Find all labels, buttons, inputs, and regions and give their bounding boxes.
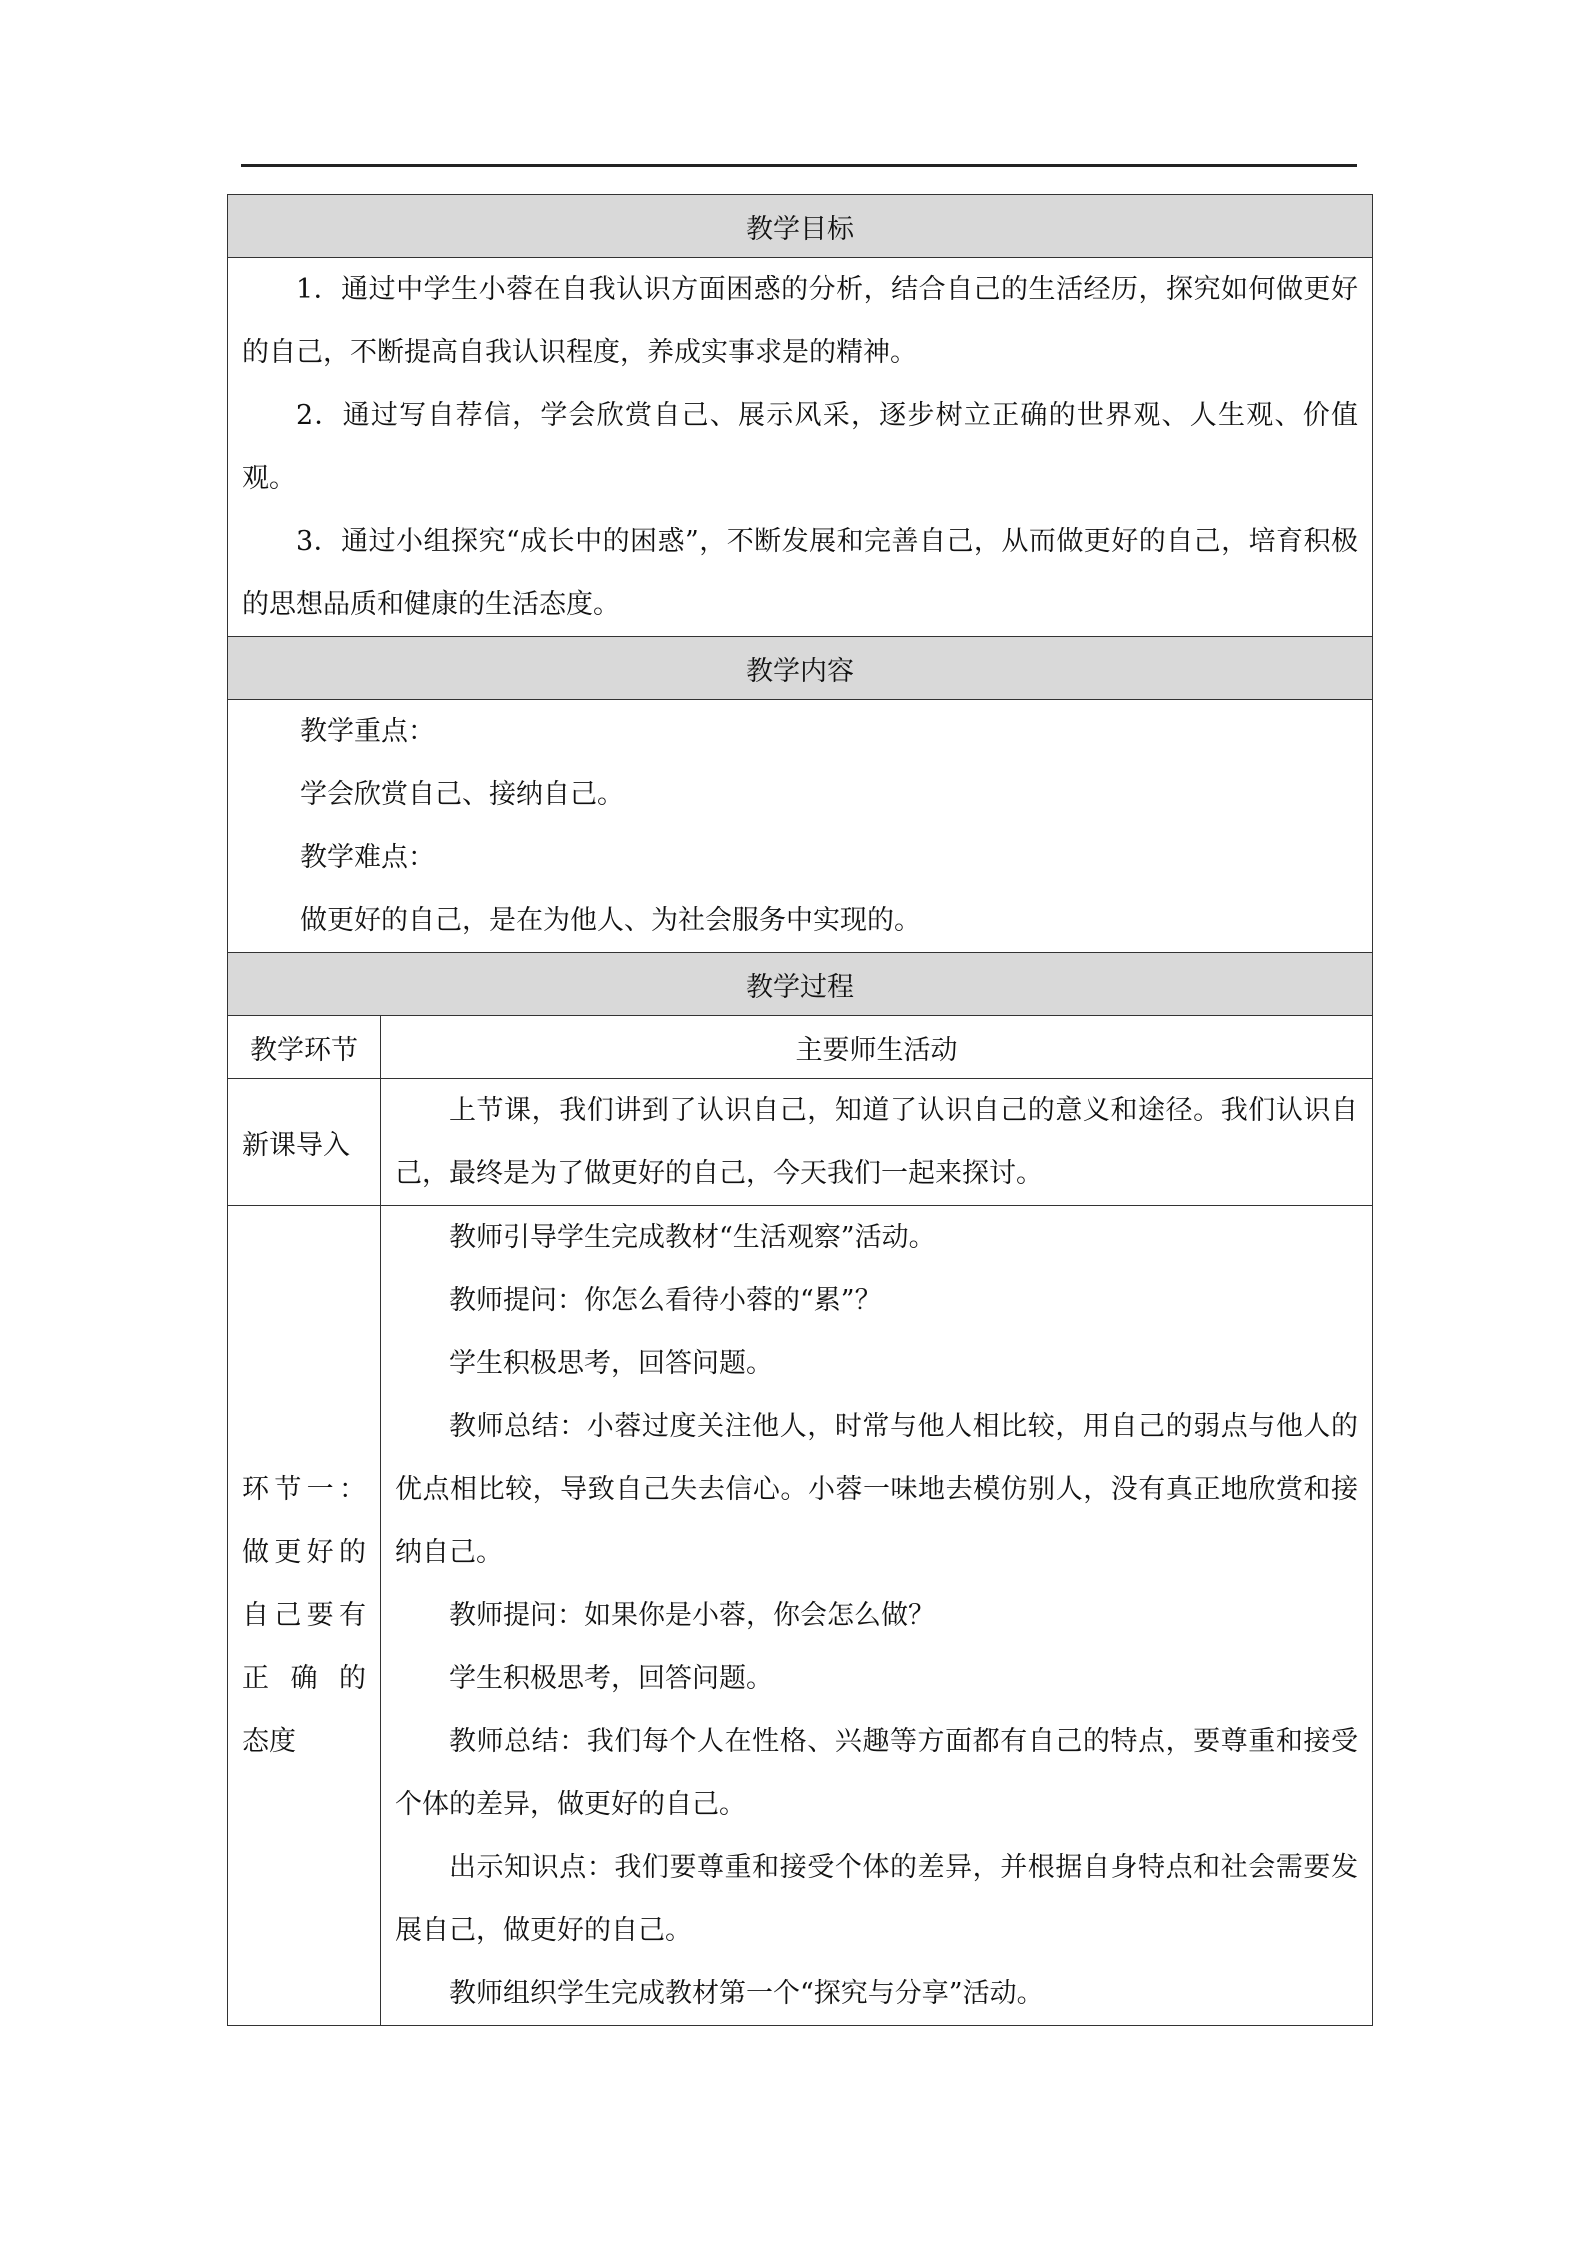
activity-paragraph: 教师提问：如果你是小蓉，你会怎么做？ [449, 1600, 935, 1631]
objectives-list [228, 258, 1373, 637]
stage-label-line: 正确的 [242, 1663, 366, 1694]
objective-item: 1．通过中学生小蓉在自我认识方面困惑的分析，结合自己的生活经历，探究如何做更好的自己，不断提高自我认识程度，养成实事求是的精神。 [242, 274, 1358, 368]
objectives-title: 教学目标 [228, 195, 1373, 258]
activity-paragraph: 出示知识点：我们要尊重和接受个体的差异，并根据自身特点和社会需要发展自己，做更好的自己。 [395, 1852, 1358, 1946]
stage-label-line: 态度 [242, 1726, 296, 1757]
key-point-label: 教学重点： [300, 716, 435, 747]
content-block [228, 700, 1373, 953]
activity-paragraph: 教师引导学生完成教材“生活观察”活动。 [449, 1222, 936, 1253]
table-row [228, 1079, 1373, 1206]
process-column-headers [228, 1016, 1373, 1079]
stage-label-line: 自己要有 [242, 1600, 366, 1631]
stage-label-line: 做更好的 [242, 1537, 366, 1568]
objective-item: 2．通过写自荐信，学会欣赏自己、展示风采，逐步树立正确的世界观、人生观、价值观。 [242, 400, 1358, 494]
lesson-plan-table [227, 194, 1373, 2026]
process-title: 教学过程 [228, 953, 1373, 1016]
content-body-row [228, 700, 1373, 953]
content-title: 教学内容 [228, 637, 1373, 700]
activity-paragraph: 学生积极思考，回答问题。 [449, 1663, 773, 1694]
key-point-text: 学会欣赏自己、接纳自己。 [300, 779, 624, 810]
objectives-header-row [228, 195, 1373, 258]
table-row [228, 1206, 1373, 2026]
activity-cell [381, 1206, 1373, 2026]
objectives-body-row [228, 258, 1373, 637]
content-header-row [228, 637, 1373, 700]
stage-intro: 新课导入 [228, 1079, 381, 1206]
activity-paragraph: 教师组织学生完成教材第一个“探究与分享”活动。 [449, 1978, 1044, 2009]
activity-paragraph: 教师总结：小蓉过度关注他人，时常与他人相比较，用自己的弱点与他人的优点相比较，导致自己失去信心。小蓉一味地去模仿别人，没有真正地欣赏和接纳自己。 [395, 1411, 1358, 1568]
stage-one [228, 1206, 381, 2026]
stage-label-line: 环节一： [242, 1474, 366, 1505]
difficulty-text: 做更好的自己，是在为他人、为社会服务中实现的。 [300, 905, 921, 936]
objective-item: 3．通过小组探究“成长中的困惑”，不断发展和完善自己，从而做更好的自己，培育积极的思想品质和健康的生活态度。 [242, 526, 1358, 620]
activity-paragraph: 教师总结：我们每个人在性格、兴趣等方面都有自己的特点，要尊重和接受个体的差异，做更好的自己。 [395, 1726, 1358, 1820]
activity-cell [381, 1079, 1373, 1206]
activity-column-header: 主要师生活动 [381, 1016, 1373, 1079]
activity-paragraph: 上节课，我们讲到了认识自己，知道了认识自己的意义和途径。我们认识自己，最终是为了做更好的自己，今天我们一起来探讨。 [395, 1095, 1358, 1189]
difficulty-label: 教学难点： [300, 842, 435, 873]
stage-column-header: 教学环节 [228, 1016, 381, 1079]
process-header-row [228, 953, 1373, 1016]
activity-paragraph: 教师提问：你怎么看待小蓉的“累”？ [449, 1285, 882, 1316]
activity-paragraph: 学生积极思考，回答问题。 [449, 1348, 773, 1379]
header-rule [241, 164, 1357, 167]
